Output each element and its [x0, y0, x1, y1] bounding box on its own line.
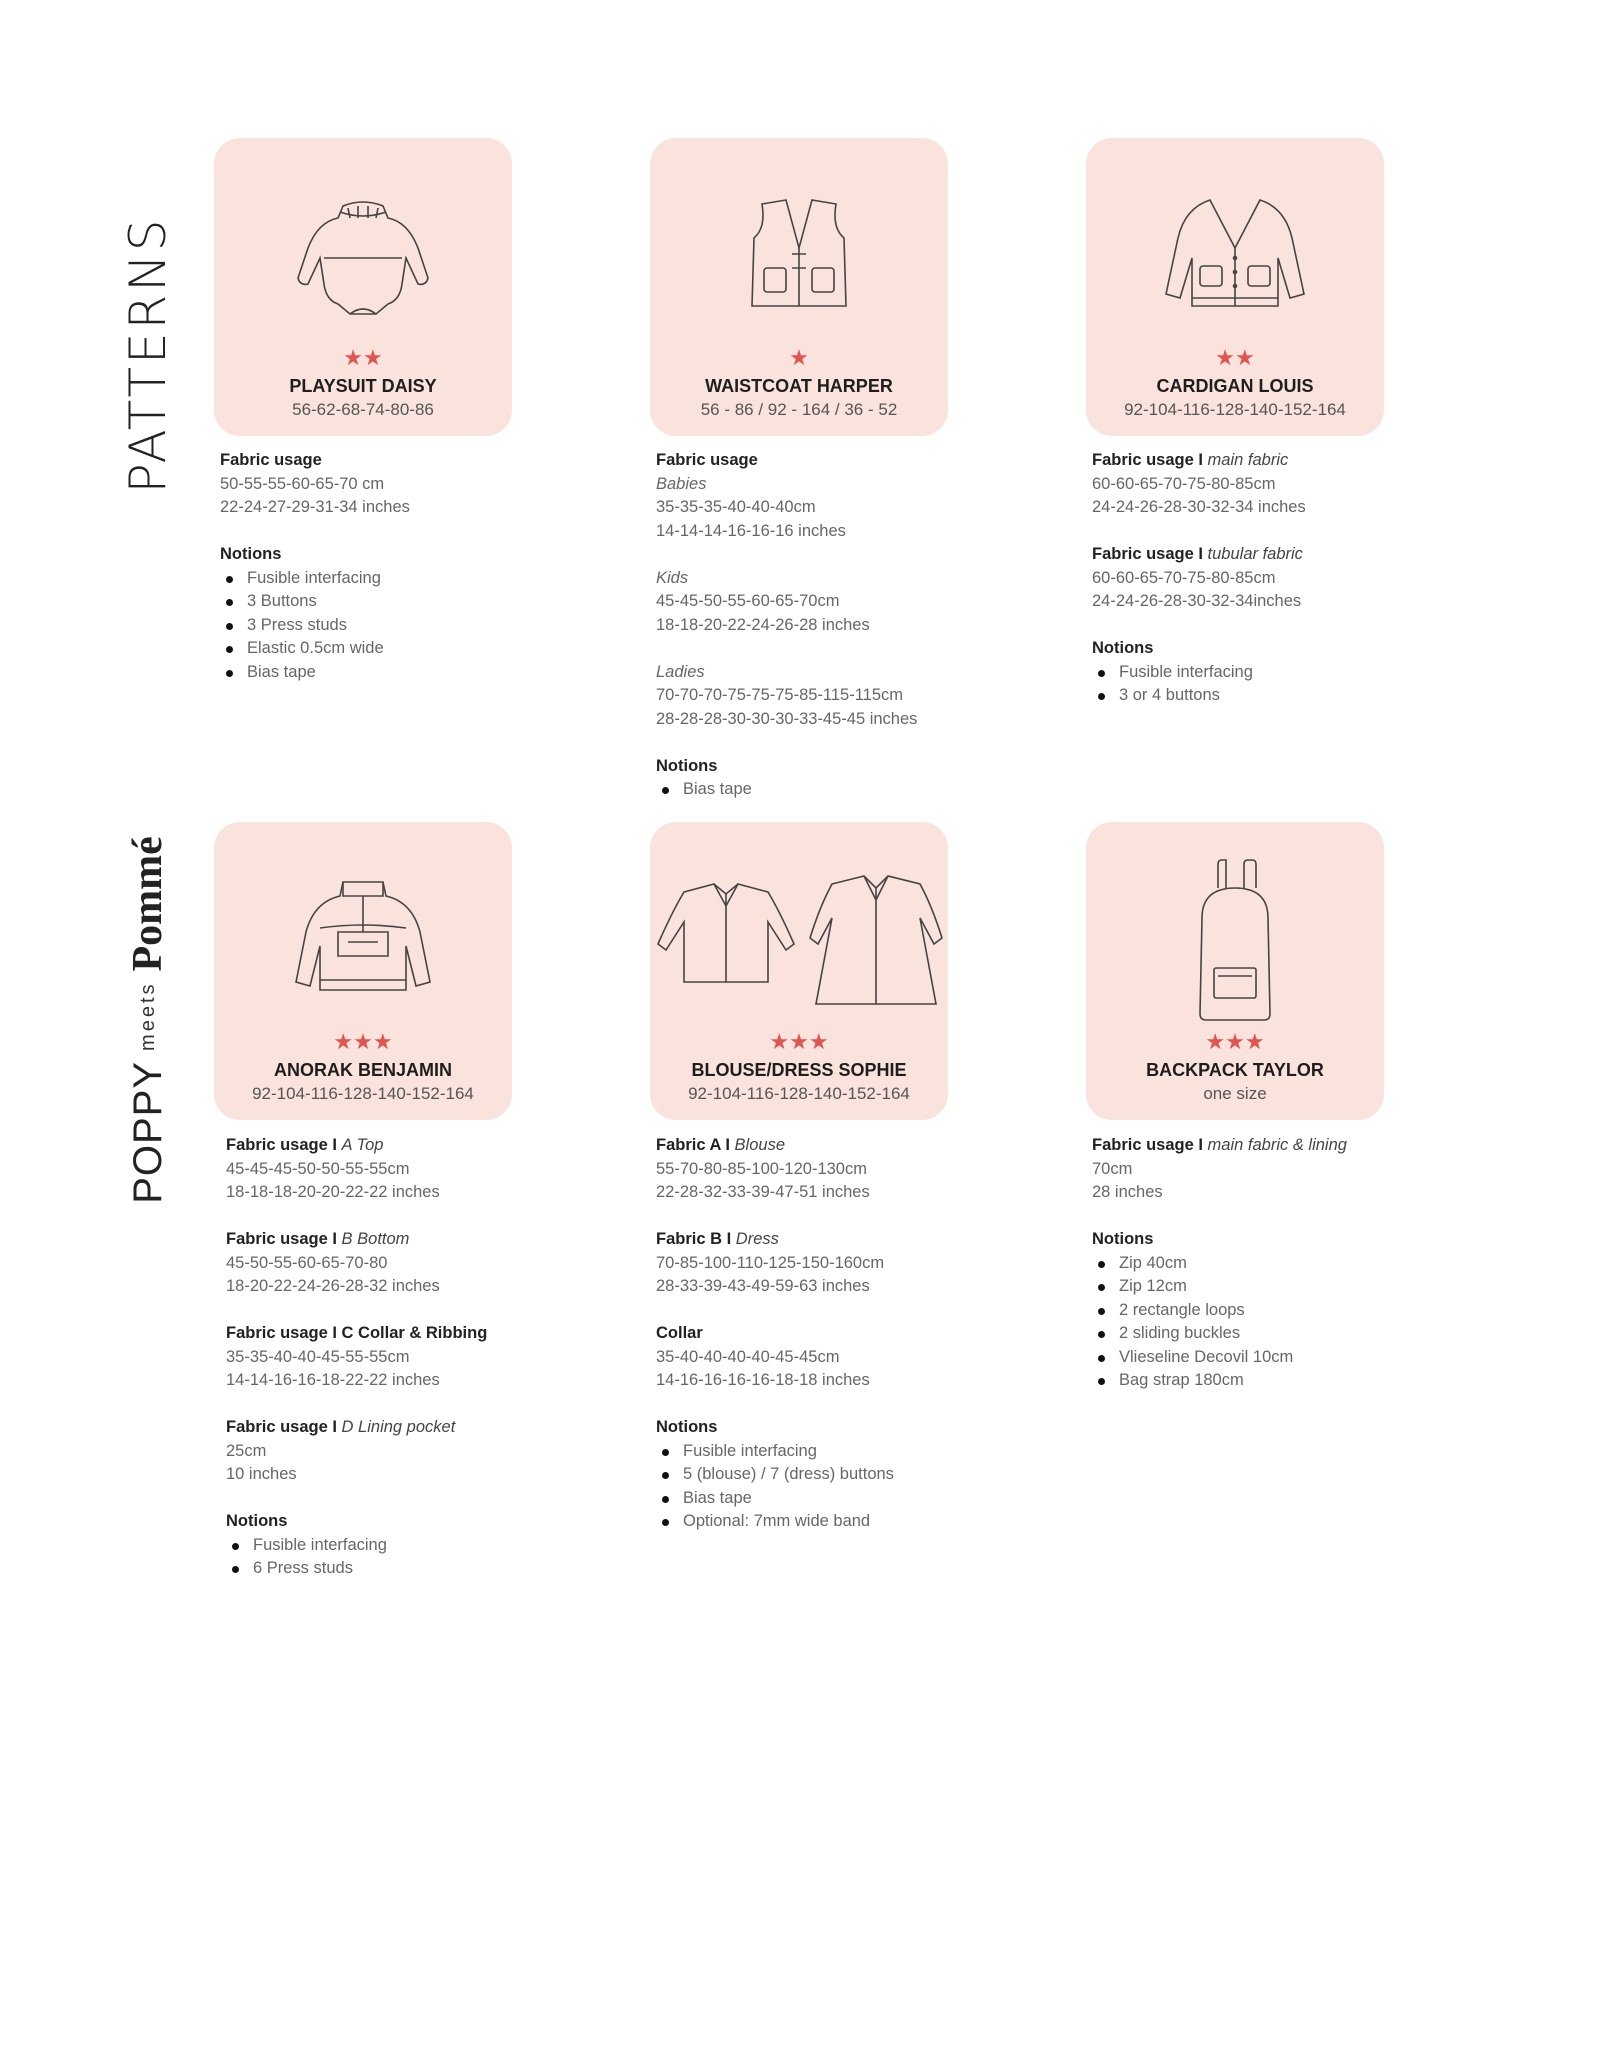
- fabric-usage-line: 70cm: [1092, 1159, 1133, 1178]
- notions-list: [1092, 661, 1306, 708]
- pattern-sizes: one size: [1203, 1084, 1267, 1103]
- pattern-sizes: 56 - 86 / 92 - 164 / 36 - 52: [700, 400, 898, 419]
- difficulty-stars: ★★★: [769, 1029, 829, 1054]
- fabric-usage-line: 45-45-50-55-60-65-70cm: [656, 592, 840, 610]
- notion-item: 2 rectangle loops: [1119, 1299, 1347, 1323]
- pattern-info-cardigan-louis: [1092, 449, 1306, 708]
- pattern-sizes: 56-62-68-74-80-86: [292, 400, 434, 419]
- difficulty-stars: ★★: [343, 345, 383, 370]
- pattern-card-anorak-benjamin: [214, 822, 512, 1120]
- fabric-usage-line: 14-14-16-16-18-22-22 inches: [226, 1371, 440, 1389]
- notions-list: [1092, 1252, 1347, 1393]
- pattern-info-backpack-taylor: [1092, 1134, 1347, 1393]
- fabric-usage-line: 24-24-26-28-30-32-34inches: [1092, 592, 1302, 610]
- fabric-usage-line: 45-45-45-50-50-55-55cm: [226, 1159, 410, 1178]
- pattern-name: CARDIGAN LOUIS: [1156, 376, 1314, 396]
- pattern-card-cardigan-louis: [1086, 138, 1384, 436]
- pattern-sizes: 92-104-116-128-140-152-164: [688, 1084, 910, 1103]
- anorak-icon: [288, 872, 438, 1002]
- notion-item: Bias tape: [247, 661, 410, 685]
- brand-logo: [118, 836, 178, 1204]
- fabric-usage-line: 60-60-65-70-75-80-85cm: [1092, 474, 1276, 493]
- fabric-usage-line: 28 inches: [1092, 1183, 1163, 1201]
- difficulty-stars: ★: [789, 345, 809, 370]
- fabric-usage-line: 35-40-40-40-40-45-45cm: [656, 1347, 840, 1366]
- pattern-info-blouse-dress-sophie: [656, 1134, 894, 1534]
- pattern-card-backpack-taylor: [1086, 822, 1384, 1120]
- fabric-usage-line: 45-50-55-60-65-70-80: [226, 1253, 388, 1272]
- fabric-usage-heading: Fabric usage I B Bottom: [226, 1230, 410, 1248]
- fabric-usage-heading: Fabric B I Dress: [656, 1230, 779, 1248]
- difficulty-stars: ★★★: [1205, 1029, 1265, 1054]
- pattern-info-playsuit-daisy: [220, 449, 410, 684]
- notion-item: 3 Buttons: [247, 590, 410, 614]
- fabric-usage-line: 18-18-18-20-20-22-22 inches: [226, 1183, 440, 1201]
- fabric-usage-line: 35-35-35-40-40-40cm: [656, 498, 816, 516]
- pattern-card-blouse-dress-sophie: [650, 822, 948, 1120]
- notion-item: Bag strap 180cm: [1119, 1369, 1347, 1393]
- pattern-name: BLOUSE/DRESS SOPHIE: [691, 1060, 907, 1080]
- notions-list: [656, 1440, 894, 1534]
- notions-heading: Notions: [1092, 1230, 1154, 1248]
- fabric-usage-heading: Fabric usage: [220, 451, 322, 469]
- pattern-name: PLAYSUIT DAISY: [289, 376, 437, 396]
- size-group-label: Ladies: [656, 662, 705, 681]
- fabric-usage-line: 60-60-65-70-75-80-85cm: [1092, 568, 1276, 587]
- fabric-usage-heading: Fabric usage I D Lining pocket: [226, 1418, 456, 1436]
- pattern-info-anorak-benjamin: [226, 1134, 487, 1581]
- notion-item: Zip 12cm: [1119, 1275, 1347, 1299]
- notion-item: 6 Press studs: [253, 1557, 487, 1581]
- pattern-info-waistcoat-harper: [656, 449, 917, 802]
- notion-item: Bias tape: [683, 1487, 894, 1511]
- fabric-usage-line: 28-33-39-43-49-59-63 inches: [656, 1277, 870, 1295]
- notion-item: Elastic 0.5cm wide: [247, 637, 410, 661]
- fabric-usage-heading: Fabric usage: [656, 451, 758, 469]
- notion-item: Fusible interfacing: [683, 1440, 894, 1464]
- pattern-name: WAISTCOAT HARPER: [705, 376, 893, 396]
- fabric-usage-line: 35-35-40-40-45-55-55cm: [226, 1347, 410, 1366]
- notions-list: [226, 1534, 487, 1581]
- pattern-sizes: 92-104-116-128-140-152-164: [252, 1084, 474, 1103]
- logo-meets: meets: [136, 981, 159, 1051]
- fabric-usage-line: 25cm: [226, 1441, 267, 1460]
- notion-item: Fusible interfacing: [253, 1534, 487, 1558]
- fabric-usage-heading: Fabric usage I main fabric & lining: [1092, 1136, 1347, 1154]
- fabric-usage-line: 22-28-32-33-39-47-51 inches: [656, 1183, 870, 1201]
- fabric-usage-heading: Fabric usage I tubular fabric: [1092, 545, 1303, 563]
- fabric-usage-line: 14-16-16-16-16-18-18 inches: [656, 1371, 870, 1389]
- fabric-usage-line: 28-28-28-30-30-30-33-45-45 inches: [656, 709, 918, 728]
- notion-item: Zip 40cm: [1119, 1252, 1347, 1276]
- pattern-name: ANORAK BENJAMIN: [273, 1060, 452, 1080]
- patterns-side-title: [118, 216, 178, 494]
- blouse-dress-icon: [654, 862, 944, 1012]
- playsuit-icon: [288, 188, 438, 318]
- fabric-usage-line: 55-70-80-85-100-120-130cm: [656, 1159, 867, 1178]
- difficulty-stars: ★★★: [333, 1029, 393, 1054]
- notion-item: 2 sliding buckles: [1119, 1322, 1347, 1346]
- notions-heading: Notions: [220, 545, 282, 563]
- fabric-usage-line: 10 inches: [226, 1465, 297, 1483]
- notions-list: [656, 778, 917, 802]
- notion-item: Bias tape: [683, 778, 917, 802]
- logo-pomme: Pommé: [125, 836, 171, 972]
- fabric-usage-line: 18-18-20-22-24-26-28 inches: [656, 615, 870, 634]
- side-title-text: PATTERNS: [119, 216, 177, 494]
- notion-item: Optional: 7mm wide band: [683, 1510, 894, 1534]
- size-group-label: Kids: [656, 568, 689, 587]
- fabric-usage-line: 18-20-22-24-26-28-32 inches: [226, 1277, 440, 1295]
- notion-item: 3 Press studs: [247, 614, 410, 638]
- fabric-usage-line: 70-85-100-110-125-150-160cm: [656, 1253, 885, 1272]
- pattern-name: BACKPACK TAYLOR: [1146, 1060, 1324, 1080]
- notion-item: Fusible interfacing: [1119, 661, 1306, 685]
- pattern-card-waistcoat-harper: [650, 138, 948, 436]
- notions-heading: Notions: [1092, 639, 1154, 657]
- logo-poppy: POPPY: [125, 1060, 170, 1204]
- notions-heading: Notions: [656, 1418, 718, 1436]
- notion-item: 3 or 4 buttons: [1119, 684, 1306, 708]
- notion-item: 5 (blouse) / 7 (dress) buttons: [683, 1463, 894, 1487]
- notion-item: Vlieseline Decovil 10cm: [1119, 1346, 1347, 1370]
- notions-list: [220, 567, 410, 685]
- backpack-icon: [1160, 858, 1310, 1028]
- fabric-usage-heading: Fabric usage I C Collar & Ribbing: [226, 1324, 488, 1342]
- waistcoat-icon: [724, 188, 874, 318]
- fabric-usage-line: 22-24-27-29-31-34 inches: [220, 498, 410, 516]
- pattern-sizes: 92-104-116-128-140-152-164: [1124, 400, 1346, 419]
- notions-heading: Notions: [226, 1512, 288, 1530]
- cardigan-icon: [1160, 188, 1310, 318]
- fabric-usage-heading: Collar: [656, 1324, 703, 1342]
- fabric-usage-line: 50-55-55-60-65-70 cm: [220, 474, 385, 493]
- fabric-usage-heading: Fabric A I Blouse: [656, 1136, 785, 1154]
- fabric-usage-line: 24-24-26-28-30-32-34 inches: [1092, 498, 1306, 516]
- fabric-usage-line: 70-70-70-75-75-75-85-115-115cm: [656, 686, 904, 704]
- pattern-card-playsuit-daisy: [214, 138, 512, 436]
- fabric-usage-heading: Fabric usage I A Top: [226, 1136, 384, 1154]
- fabric-usage-line: 14-14-14-16-16-16 inches: [656, 521, 846, 540]
- difficulty-stars: ★★: [1215, 345, 1255, 370]
- notions-heading: Notions: [656, 756, 718, 775]
- fabric-usage-heading: Fabric usage I main fabric: [1092, 451, 1289, 469]
- size-group-label: Babies: [656, 474, 707, 493]
- notion-item: Fusible interfacing: [247, 567, 410, 591]
